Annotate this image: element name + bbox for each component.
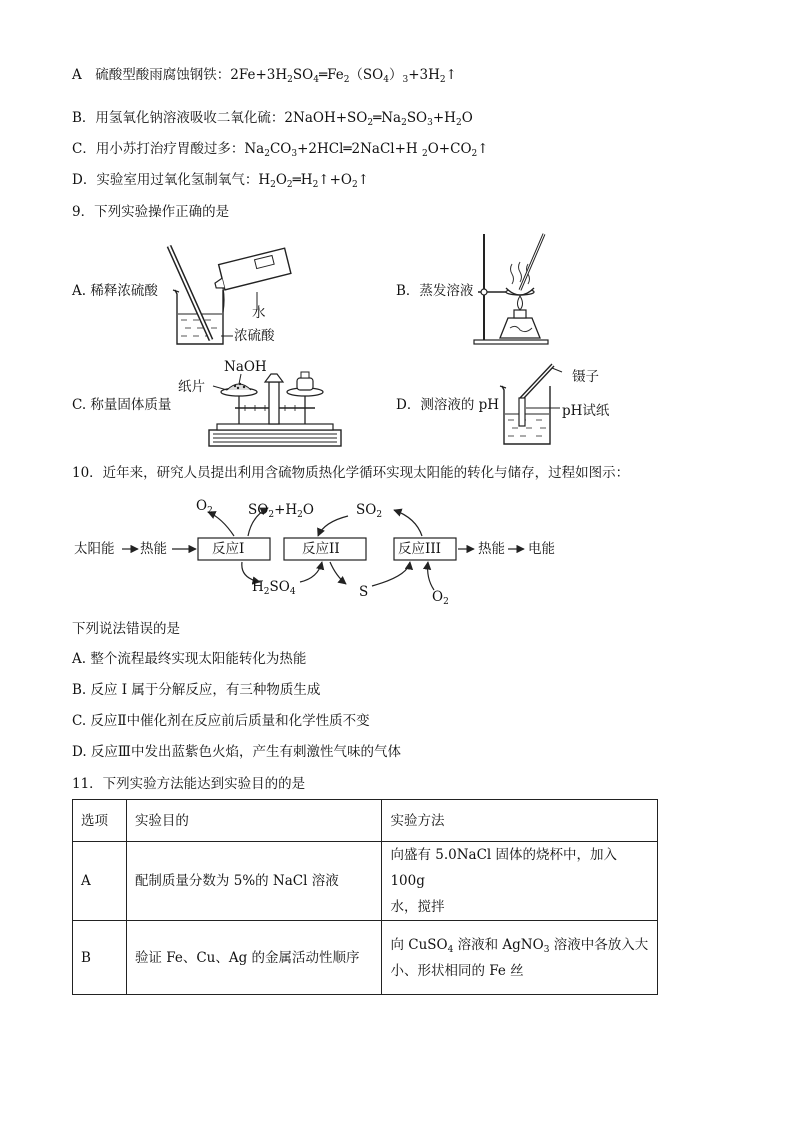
evaporation-figure — [470, 232, 554, 350]
diagram-heat-2: 热能 — [478, 541, 505, 557]
row-b-method: 向 CuSO$_4$ 溶液和 AgNO$_3$ 溶液中各放入大 小、形状相同的 Fe 丝 — [382, 921, 658, 995]
table-row — [73, 842, 658, 921]
label-conc-acid: 浓硫酸 — [234, 328, 275, 344]
diagram-so2-h2o: $SO_2+H_2O$ — [248, 502, 314, 520]
q10-option-a: A. 整个流程最终实现太阳能转化为热能 — [72, 651, 307, 667]
table-row — [73, 921, 658, 995]
q9-option-b: B．蒸发溶液 — [396, 283, 474, 299]
header-goal: 实验目的 — [126, 800, 382, 842]
q10-option-b: B. 反应 I 属于分解反应，有三种物质生成 — [72, 682, 321, 698]
label-paper: 纸片 — [178, 379, 205, 395]
q9-option-a: A. 稀释浓硫酸 — [72, 283, 158, 299]
q9-stem: 9．下列实验操作正确的是 — [72, 204, 230, 220]
row-b-option: B — [73, 921, 127, 995]
row-a-method: 向盛有 5.0NaCl 固体的烧杯中，加入 100g 水，搅拌 — [382, 842, 658, 921]
diagram-reaction-1: 反应I — [212, 541, 245, 557]
q10-option-c: C. 反应Ⅱ中催化剂在反应前后质量和化学性质不变 — [72, 713, 370, 729]
ph-test-figure — [496, 362, 566, 448]
q8-option-c: C．用小苏打治疗胃酸过多：$Na_2CO_3+2HCl═2NaCl+H$ $_2O+CO_2↑$ — [72, 141, 489, 159]
diagram-h2so4: $H_2SO_4$ — [252, 579, 296, 597]
diagram-heat-1: 热能 — [140, 541, 167, 557]
q10-option-d: D. 反应Ⅲ中发出蓝紫色火焰，产生有刺激性气味的气体 — [72, 744, 401, 760]
diagram-s: S — [359, 584, 369, 600]
q10-stem: 10．近年来，研究人员提出利用含硫物质热化学循环实现太阳能的转化与储存，过程如图示： — [72, 465, 630, 481]
q9-option-d: D．测溶液的 pH — [396, 397, 500, 413]
q8-option-d: D．实验室用过氧化氢制氧气：$H_2O_2═H_2↑+O_2↑$ — [72, 172, 370, 190]
diagram-reaction-2: 反应II — [302, 541, 340, 557]
label-ph-paper: pH试纸 — [562, 403, 610, 419]
q11-table — [72, 799, 658, 995]
label-naoh: NaOH — [224, 359, 267, 375]
diagram-o2-top: $O_2$ — [196, 498, 213, 516]
label-tweezers: 镊子 — [572, 369, 599, 385]
q10-prompt: 下列说法错误的是 — [72, 621, 180, 637]
diagram-electric: 电能 — [528, 541, 555, 557]
row-a-goal: 配制质量分数为 5%的 NaCl 溶液 — [126, 842, 382, 921]
table-header-row — [73, 800, 658, 842]
row-a-option: A — [73, 842, 127, 921]
q8-option-b: B．用氢氧化钠溶液吸收二氧化硫：$2NaOH+SO_2═Na_2SO_3+H_2O$ — [72, 110, 473, 128]
diagram-o2-bottom: $O_2$ — [432, 589, 449, 607]
header-method: 实验方法 — [382, 800, 658, 842]
diagram-solar: 太阳能 — [74, 541, 115, 557]
label-water: 水 — [252, 305, 266, 321]
q8-option-a: A 硫酸型酸雨腐蚀钢铁：$2Fe+3H_2SO_4═Fe_2(SO_4)_3+3H_2↑$ — [72, 67, 457, 85]
row-b-goal: 验证 Fe、Cu、Ag 的金属活动性顺序 — [126, 921, 382, 995]
balance-figure — [205, 364, 345, 454]
q9-option-c: C. 称量固体质量 — [72, 397, 172, 413]
diagram-so2: $SO_2$ — [356, 502, 383, 520]
q11-stem: 11．下列实验方法能达到实验目的的是 — [72, 776, 306, 792]
header-option: 选项 — [73, 800, 127, 842]
diagram-reaction-3: 反应III — [398, 541, 441, 557]
